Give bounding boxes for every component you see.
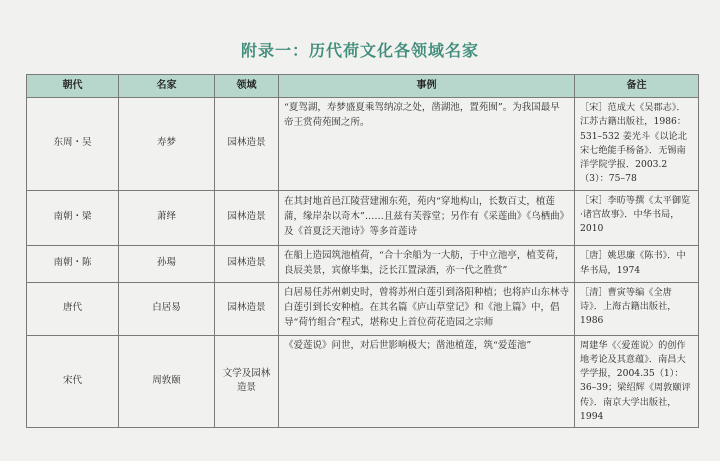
cell-name: 孙瑒 <box>119 245 215 282</box>
cell-note: 周建华《〈爱莲说〉的创作地考论及其意蕴》．南昌大学学报，2004.35（1）：36–39；梁绍辉《周敦颐评传》．南京大学出版社，1994 <box>575 335 699 428</box>
cell-field: 园林造景 <box>215 190 279 245</box>
cell-name: 寿梦 <box>119 98 215 191</box>
cell-field: 园林造景 <box>215 98 279 191</box>
header-example: 事例 <box>279 75 575 98</box>
cell-note: ［清］曹寅等编《全唐诗》．上海古籍出版社，1986 <box>575 282 699 335</box>
table-header-row <box>27 75 699 98</box>
cell-example: 《爱莲说》问世，对后世影响极大；凿池植莲，筑“爱莲池” <box>279 335 575 428</box>
appendix-title: 附录一：历代荷文化各领域名家 <box>240 41 479 60</box>
cell-example: 白居易任苏州刺史时，曾将苏州白莲引到洛阳种植；也将庐山东林寺白莲引到长安种植。在其名篇《庐山草堂记》和《池上篇》中，倡导“荷竹组合”程式，堪称史上首位荷花造园之宗师 <box>279 282 575 335</box>
cell-name: 白居易 <box>119 282 215 335</box>
table-row <box>27 98 699 191</box>
cell-dynasty: 东周・吴 <box>27 98 119 191</box>
table-row <box>27 245 699 282</box>
cell-example: “夏驾湖，寿梦盛夏乘驾纳凉之处，凿湖池，置苑囿”。为我国最早帝王赏荷苑囿之所。 <box>279 98 575 191</box>
header-dynasty: 朝代 <box>27 75 119 98</box>
cell-dynasty: 南朝・陈 <box>27 245 119 282</box>
header-note: 备注 <box>575 75 699 98</box>
cell-example: 在其封地首邑江陵营建湘东苑，苑内“穿地构山，长数百丈，植莲蒲，缘岸杂以奇木”……且兹有芙蓉堂；另作有《采莲曲》《乌栖曲》及《首夏泛天池诗》等多首莲诗 <box>279 190 575 245</box>
cell-dynasty: 南朝・梁 <box>27 190 119 245</box>
cell-note: ［宋］范成大《吴郡志》．江苏古籍出版社，1986：531–532 姜光斗《以论北宋七绝能手杨备》．无锡南洋学院学报．2003.2（3）：75–78 <box>575 98 699 191</box>
cell-field: 园林造景 <box>215 245 279 282</box>
cell-field: 园林造景 <box>215 282 279 335</box>
cell-note: ［宋］李昉等撰《太平御览·诸宫故事》．中华书局，2010 <box>575 190 699 245</box>
cell-example: 在船上造园筑池植荷，“合十余船为一大舫，于中立池亭，植芰荷，良辰美景，宾僚毕集，泛长江置渌酒，亦一代之胜赏” <box>279 245 575 282</box>
header-name: 名家 <box>119 75 215 98</box>
cell-dynasty: 宋代 <box>27 335 119 428</box>
cell-name: 周敦颐 <box>119 335 215 428</box>
appendix-table <box>26 74 699 428</box>
cell-dynasty: 唐代 <box>27 282 119 335</box>
table-row <box>27 282 699 335</box>
table-row <box>27 335 699 428</box>
cell-note: ［唐］姚思廉《陈书》．中华书局，1974 <box>575 245 699 282</box>
cell-field: 文学及园林造景 <box>215 335 279 428</box>
header-field: 领域 <box>215 75 279 98</box>
cell-name: 萧绎 <box>119 190 215 245</box>
table-row <box>27 190 699 245</box>
